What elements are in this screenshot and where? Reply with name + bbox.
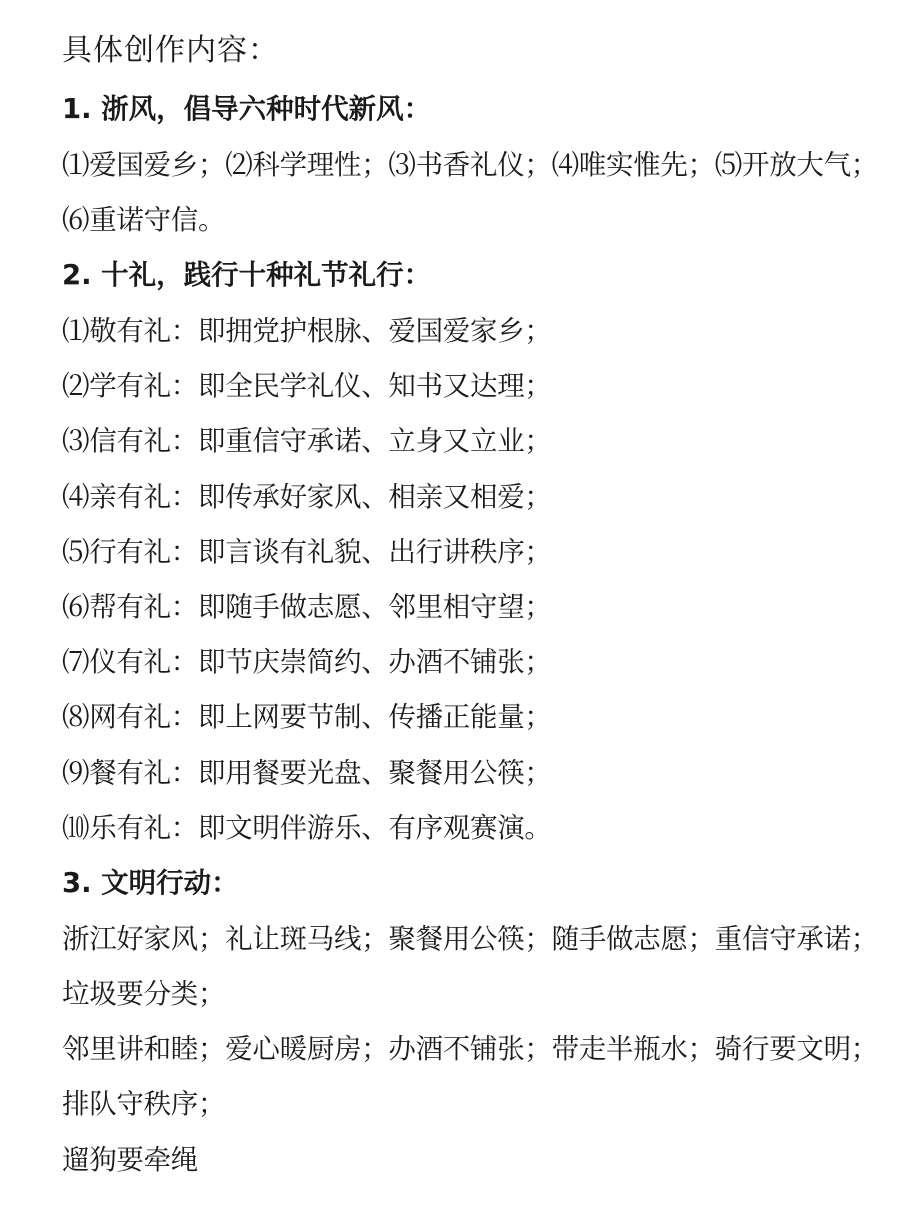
section2-heading: 2. 十礼，践行十种礼节礼行：: [62, 259, 432, 291]
action-line: 遛狗要牵绳: [62, 1144, 198, 1176]
action-line: 邻里讲和睦；爱心暖厨房；办酒不铺张；带走半瓶水；骑行要文明；: [62, 1033, 878, 1065]
list-item: ⑺仪有礼：即节庆崇简约、办酒不铺张；: [62, 646, 552, 678]
section1-line: ⑹重诺守信。: [62, 204, 226, 236]
list-item: ⑴敬有礼：即拥党护根脉、爱国爱家乡；: [62, 315, 552, 347]
section1-line: ⑴爱国爱乡；⑵科学理性；⑶书香礼仪；⑷唯实惟先；⑸开放大气；: [62, 149, 878, 181]
section3-heading: 3. 文明行动：: [62, 867, 239, 899]
list-item: ⑵学有礼：即全民学礼仪、知书又达理；: [62, 370, 552, 402]
list-item: ⑻网有礼：即上网要节制、传播正能量；: [62, 701, 552, 733]
list-item: ⑷亲有礼：即传承好家风、相亲又相爱；: [62, 481, 552, 513]
page-title: 具体创作内容：: [62, 33, 279, 68]
list-item: ⑶信有礼：即重信守承诺、立身又立业；: [62, 425, 552, 457]
action-line: 垃圾要分类；: [62, 978, 226, 1010]
action-line: 排队守秩序；: [62, 1088, 226, 1120]
action-line: 浙江好家风；礼让斑马线；聚餐用公筷；随手做志愿；重信守承诺；: [62, 923, 878, 955]
section1-heading: 1. 浙风，倡导六种时代新风：: [62, 93, 432, 125]
list-item: ⑼餐有礼：即用餐要光盘、聚餐用公筷；: [62, 757, 552, 789]
list-item: ⑹帮有礼：即随手做志愿、邻里相守望；: [62, 591, 552, 623]
list-item: ⑸行有礼：即言谈有礼貌、出行讲秩序；: [62, 536, 552, 568]
list-item: ⑽乐有礼：即文明伴游乐、有序观赛演。: [62, 812, 552, 844]
